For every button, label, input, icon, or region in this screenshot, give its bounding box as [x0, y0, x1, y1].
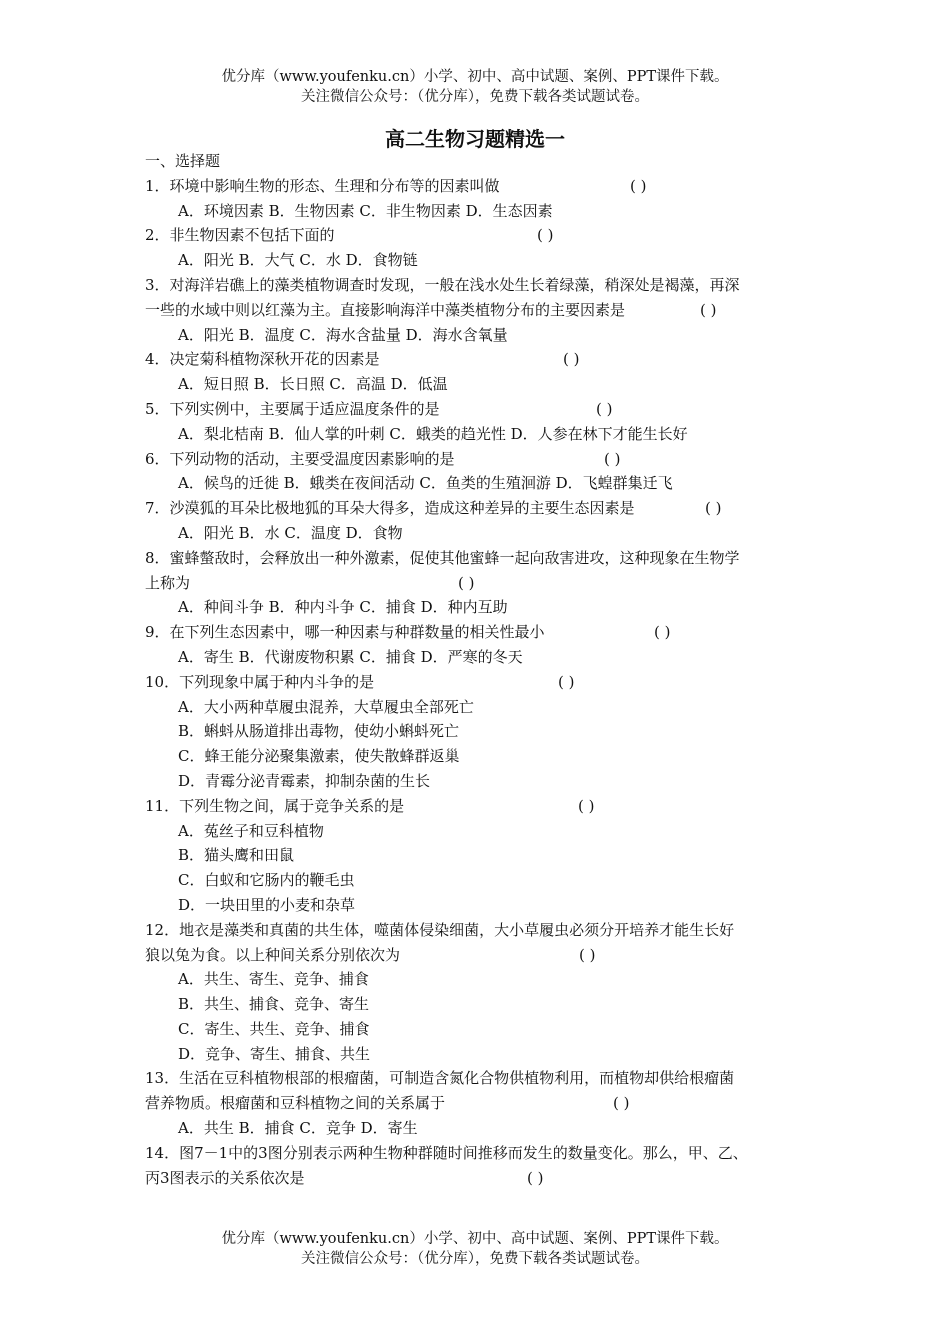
question-13-stem-line: [145, 1091, 817, 1116]
question-9-stem-line: [145, 620, 817, 645]
question-14-stem-line: [145, 1141, 817, 1166]
question-12-options: A．共生、寄生、竞争、捕食: [178, 970, 369, 989]
answer-blank: ( ): [604, 449, 621, 468]
question-12-stem-line: [145, 918, 817, 943]
question-stem-text: 9．在下列生态因素中，哪一种因素与种群数量的相关性最小: [145, 623, 545, 642]
question-10-stem-line: [145, 670, 817, 695]
answer-blank: ( ): [654, 623, 671, 642]
question-stem-text: 8．蜜蜂螫敌时，会释放出一种外激素，促使其他蜜蜂一起向敌害进攻，这种现象在生物学: [145, 548, 740, 567]
question-stem-text: 12．地衣是藻类和真菌的共生体，噬菌体侵染细菌，大小草履虫必须分开培养才能生长好: [145, 920, 735, 939]
question-12-options: D．竞争、寄生、捕食、共生: [178, 1044, 371, 1063]
question-7-options: A．阳光 B．水 C．温度 D．食物: [178, 523, 403, 542]
question-11-options: A．菟丝子和豆科植物: [178, 821, 324, 840]
question-list: [145, 149, 817, 1190]
question-11-options: D．一块田里的小麦和杂草: [178, 895, 356, 914]
question-stem-text: 11．下列生物之间，属于竞争关系的是: [145, 796, 405, 815]
question-6-options: A．候鸟的迁徙 B．蛾类在夜间活动 C．鱼类的生殖洄游 D．飞蝗群集迁飞: [178, 474, 673, 493]
answer-blank: ( ): [578, 796, 595, 815]
question-12-stem-line: [145, 943, 817, 968]
answer-blank: ( ): [558, 672, 575, 691]
question-5-stem-line: [145, 397, 817, 422]
answer-blank: ( ): [579, 945, 596, 964]
question-13-stem-line: [145, 1066, 817, 1091]
question-stem-text: 13．生活在豆科植物根部的根瘤菌，可制造含氮化合物供植物利用，而植物却供给根瘤菌: [145, 1069, 735, 1088]
question-stem-text: 丙3图表示的关系依次是: [145, 1168, 305, 1187]
footer-line-2: 关注微信公众号：（优分库），免费下载各类试题试卷。: [301, 1251, 649, 1267]
answer-blank: ( ): [705, 499, 722, 518]
header-line-2: 关注微信公众号：（优分库），免费下载各类试题试卷。: [301, 89, 649, 105]
question-stem-text: 营养物质。根瘤菌和豆科植物之间的关系属于: [145, 1094, 446, 1113]
question-4-options: A．短日照 B．长日照 C．高温 D．低温: [178, 375, 448, 394]
question-stem-text: 14．图7－1中的3图分别表示两种生物种群随时间推移而发生的数量变化。那么，甲、乙、: [145, 1143, 748, 1162]
question-4-stem-line: [145, 347, 817, 372]
answer-blank: ( ): [596, 399, 613, 418]
question-5-options: A．梨北桔南 B．仙人掌的叶刺 C．蛾类的趋光性 D．人参在林下才能生长好: [178, 424, 688, 443]
question-stem-text: 上称为: [145, 573, 191, 592]
answer-blank: ( ): [700, 300, 717, 319]
question-12-options: C．寄生、共生、竞争、捕食: [178, 1019, 370, 1038]
page-title: 高二生物习题精选一: [385, 127, 565, 151]
question-8-stem-line: [145, 546, 817, 571]
question-11-options: C．白蚁和它肠内的鞭毛虫: [178, 871, 355, 890]
question-7-stem-line: [145, 496, 817, 521]
question-1-options: A．环境因素 B．生物因素 C．非生物因素 D．生态因素: [178, 201, 553, 220]
question-stem-text: 3．对海洋岩礁上的藻类植物调查时发现，一般在浅水处生长着绿藻，稍深处是褐藻，再深: [145, 275, 740, 294]
question-stem-text: 一些的水域中则以红藻为主。直接影响海洋中藻类植物分布的主要因素是: [145, 300, 626, 319]
question-12-options: B．共生、捕食、竞争、寄生: [178, 995, 370, 1014]
question-stem-text: 1．环境中影响生物的形态、生理和分布等的因素叫做: [145, 176, 500, 195]
question-stem-text: 2．非生物因素不包括下面的: [145, 226, 335, 245]
question-3-stem-line: [145, 298, 817, 323]
section-heading: 一、选择题: [145, 152, 221, 170]
page-header: [0, 67, 950, 107]
question-10-options: A．大小两种草履虫混养，大草履虫全部死亡: [178, 697, 474, 716]
answer-blank: ( ): [527, 1168, 544, 1187]
footer-line-1: 优分库（www.youfenku.cn）小学、初中、高中试题、案例、PPT课件下载。: [221, 1231, 729, 1247]
question-10-options: D．青霉分泌青霉素，抑制杂菌的生长: [178, 771, 431, 790]
question-10-options: B．蝌蚪从肠道排出毒物，使幼小蝌蚪死亡: [178, 722, 460, 741]
question-stem-text: 7．沙漠狐的耳朵比极地狐的耳朵大得多，造成这种差异的主要生态因素是: [145, 499, 635, 518]
question-2-stem-line: [145, 223, 817, 248]
question-8-options: A．种间斗争 B．种内斗争 C．捕食 D．种内互助: [178, 598, 508, 617]
question-3-stem-line: [145, 273, 817, 298]
question-14-stem-line: [145, 1166, 817, 1191]
question-9-options: A．寄生 B．代谢废物积累 C．捕食 D．严寒的冬天: [178, 647, 523, 666]
answer-blank: ( ): [630, 176, 647, 195]
question-stem-text: 10．下列现象中属于种内斗争的是: [145, 672, 375, 691]
answer-blank: ( ): [458, 573, 475, 592]
question-stem-text: 6．下列动物的活动，主要受温度因素影响的是: [145, 449, 455, 468]
question-8-stem-line: [145, 571, 817, 596]
question-2-options: A．阳光 B．大气 C．水 D．食物链: [178, 251, 418, 270]
answer-blank: ( ): [537, 226, 554, 245]
question-3-options: A．阳光 B．温度 C．海水含盐量 D．海水含氧量: [178, 325, 508, 344]
question-10-options: C．蜂王能分泌聚集激素，使失散蜂群返巢: [178, 747, 460, 766]
question-11-stem-line: [145, 794, 817, 819]
question-stem-text: 4．决定菊科植物深秋开花的因素是: [145, 350, 380, 369]
question-1-stem-line: [145, 174, 817, 199]
question-13-options: A．共生 B．捕食 C．竞争 D．寄生: [178, 1119, 418, 1138]
question-stem-text: 5．下列实例中，主要属于适应温度条件的是: [145, 399, 440, 418]
header-line-1: 优分库（www.youfenku.cn）小学、初中、高中试题、案例、PPT课件下载。: [221, 69, 729, 85]
question-6-stem-line: [145, 447, 817, 472]
page-footer: [0, 1229, 950, 1269]
answer-blank: ( ): [563, 350, 580, 369]
question-11-options: B．猫头鹰和田鼠: [178, 846, 295, 865]
question-stem-text: 狼以兔为食。以上种间关系分别依次为: [145, 945, 401, 964]
answer-blank: ( ): [613, 1094, 630, 1113]
